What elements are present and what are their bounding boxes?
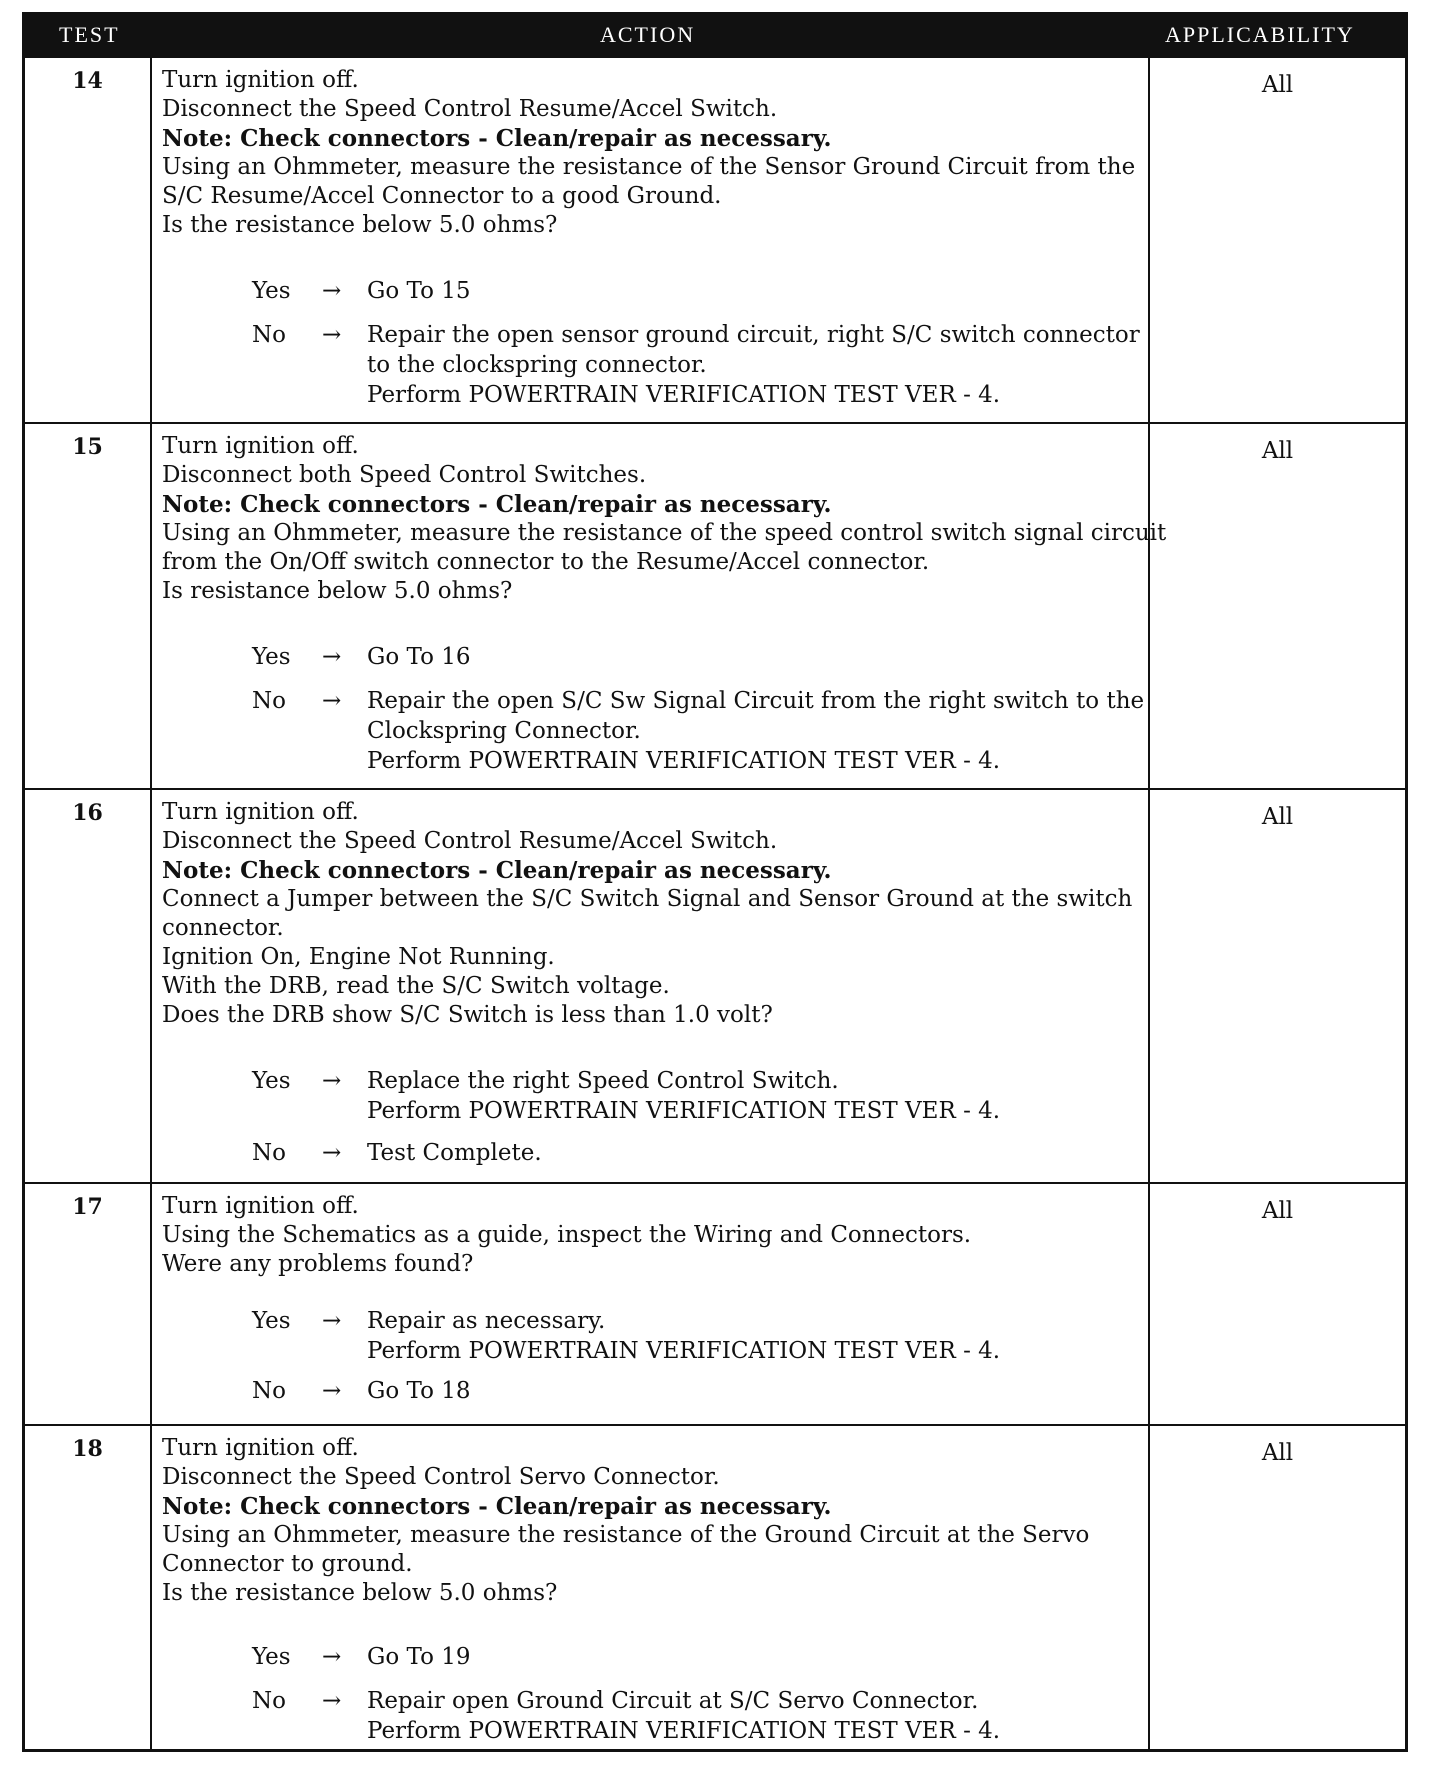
action-line: Connect a Jumper between the S/C Switch Signal and Sensor Ground at the switch (162, 886, 1133, 912)
arrow-icon: → (322, 1688, 342, 1714)
action-cell (150, 1184, 1150, 1424)
header-action: ACTION (600, 22, 696, 47)
action-line: Turn ignition off. (162, 799, 359, 825)
action-line: Using an Ohmmeter, measure the resistance of the Ground Circuit at the Servo (162, 1522, 1090, 1548)
action-line: Using the Schematics as a guide, inspect the Wiring and Connectors. (162, 1222, 972, 1248)
action-line: Disconnect the Speed Control Servo Connector. (162, 1464, 720, 1490)
applicability-value: All (1261, 1440, 1294, 1466)
table-header (25, 12, 1405, 56)
action-line: Turn ignition off. (162, 1435, 359, 1461)
branch-line: Go To 18 (367, 1378, 471, 1404)
branch-line: Repair open Ground Circuit at S/C Servo Connector. (367, 1688, 979, 1714)
action-line: Connector to ground. (162, 1551, 413, 1577)
action-line: Ignition On, Engine Not Running. (162, 944, 555, 970)
note-line: Note: Check connectors - Clean/repair as necessary. (162, 1493, 832, 1520)
note-line: Note: Check connectors - Clean/repair as necessary. (162, 491, 832, 518)
branch-line: to the clockspring connector. (367, 352, 707, 378)
branch-line: Perform POWERTRAIN VERIFICATION TEST VER - 4. (367, 748, 1001, 774)
action-line: Were any problems found? (162, 1251, 474, 1277)
branch-line: Perform POWERTRAIN VERIFICATION TEST VER - 4. (367, 382, 1001, 408)
action-line: Turn ignition off. (162, 67, 359, 93)
branch-line: Clockspring Connector. (367, 718, 641, 744)
action-line: Turn ignition off. (162, 433, 359, 459)
branch-line: Replace the right Speed Control Switch. (367, 1068, 839, 1094)
no-label: No (252, 688, 286, 714)
applicability-value: All (1261, 72, 1294, 98)
action-line: Disconnect both Speed Control Switches. (162, 462, 647, 488)
procedure-table (22, 12, 1408, 1752)
yes-label: Yes (252, 644, 291, 670)
arrow-icon: → (322, 1378, 342, 1404)
branch-line: Go To 19 (367, 1644, 471, 1670)
no-label: No (252, 322, 286, 348)
action-line: Using an Ohmmeter, measure the resistance of the speed control switch signal circuit (162, 520, 1167, 546)
action-line: connector. (162, 915, 284, 941)
branch-line: Perform POWERTRAIN VERIFICATION TEST VER - 4. (367, 1338, 1001, 1364)
action-line: Disconnect the Speed Control Resume/Accel Switch. (162, 828, 778, 854)
action-line: Using an Ohmmeter, measure the resistance of the Sensor Ground Circuit from the (162, 154, 1136, 180)
action-line: from the On/Off switch connector to the Resume/Accel connector. (162, 549, 930, 575)
yes-label: Yes (252, 1068, 291, 1094)
header-applicability: APPLICABILITY (1165, 22, 1355, 47)
action-line: Disconnect the Speed Control Resume/Accel Switch. (162, 96, 778, 122)
action-cell (150, 1426, 1150, 1749)
test-number: 15 (72, 434, 103, 460)
test-number: 16 (72, 800, 103, 826)
arrow-icon: → (322, 644, 342, 670)
yes-label: Yes (252, 1644, 291, 1670)
arrow-icon: → (322, 688, 342, 714)
action-line: Does the DRB show S/C Switch is less than 1.0 volt? (162, 1002, 773, 1028)
branch-line: Repair as necessary. (367, 1308, 606, 1334)
branch-line: Repair the open S/C Sw Signal Circuit from the right switch to the (367, 688, 1145, 714)
branch-line: Perform POWERTRAIN VERIFICATION TEST VER - 4. (367, 1098, 1001, 1124)
branch-line: Repair the open sensor ground circuit, right S/C switch connector (367, 322, 1140, 348)
action-cell (150, 424, 1167, 788)
arrow-icon: → (322, 1644, 342, 1670)
test-number: 14 (72, 68, 103, 94)
action-line: Turn ignition off. (162, 1193, 359, 1219)
table-row (25, 788, 1405, 1182)
no-label: No (252, 1140, 286, 1166)
yes-label: Yes (252, 1308, 291, 1334)
action-line: With the DRB, read the S/C Switch voltage. (162, 973, 670, 999)
note-line: Note: Check connectors - Clean/repair as necessary. (162, 857, 832, 884)
arrow-icon: → (322, 1308, 342, 1334)
action-line: S/C Resume/Accel Connector to a good Ground. (162, 183, 722, 209)
applicability-value: All (1261, 804, 1294, 830)
applicability-value: All (1261, 1198, 1294, 1224)
arrow-icon: → (322, 1068, 342, 1094)
action-cell (150, 58, 1150, 422)
table-row (25, 1182, 1405, 1424)
arrow-icon: → (322, 278, 342, 304)
branch-line: Go To 15 (367, 278, 471, 304)
action-line: Is the resistance below 5.0 ohms? (162, 212, 558, 238)
note-line: Note: Check connectors - Clean/repair as necessary. (162, 125, 832, 152)
branch-line: Perform POWERTRAIN VERIFICATION TEST VER - 4. (367, 1718, 1001, 1744)
arrow-icon: → (322, 322, 342, 348)
applicability-value: All (1261, 438, 1294, 464)
branch-line: Go To 16 (367, 644, 471, 670)
action-line: Is resistance below 5.0 ohms? (162, 578, 513, 604)
no-label: No (252, 1688, 286, 1714)
branch-line: Test Complete. (367, 1140, 542, 1166)
test-number: 17 (72, 1194, 103, 1220)
arrow-icon: → (322, 1140, 342, 1166)
action-cell (150, 790, 1150, 1182)
table-row (25, 1424, 1405, 1749)
header-test: TEST (59, 22, 120, 47)
yes-label: Yes (252, 278, 291, 304)
no-label: No (252, 1378, 286, 1404)
action-line: Is the resistance below 5.0 ohms? (162, 1580, 558, 1606)
table-row (25, 56, 1405, 422)
test-number: 18 (72, 1436, 103, 1462)
table-row (25, 422, 1405, 788)
